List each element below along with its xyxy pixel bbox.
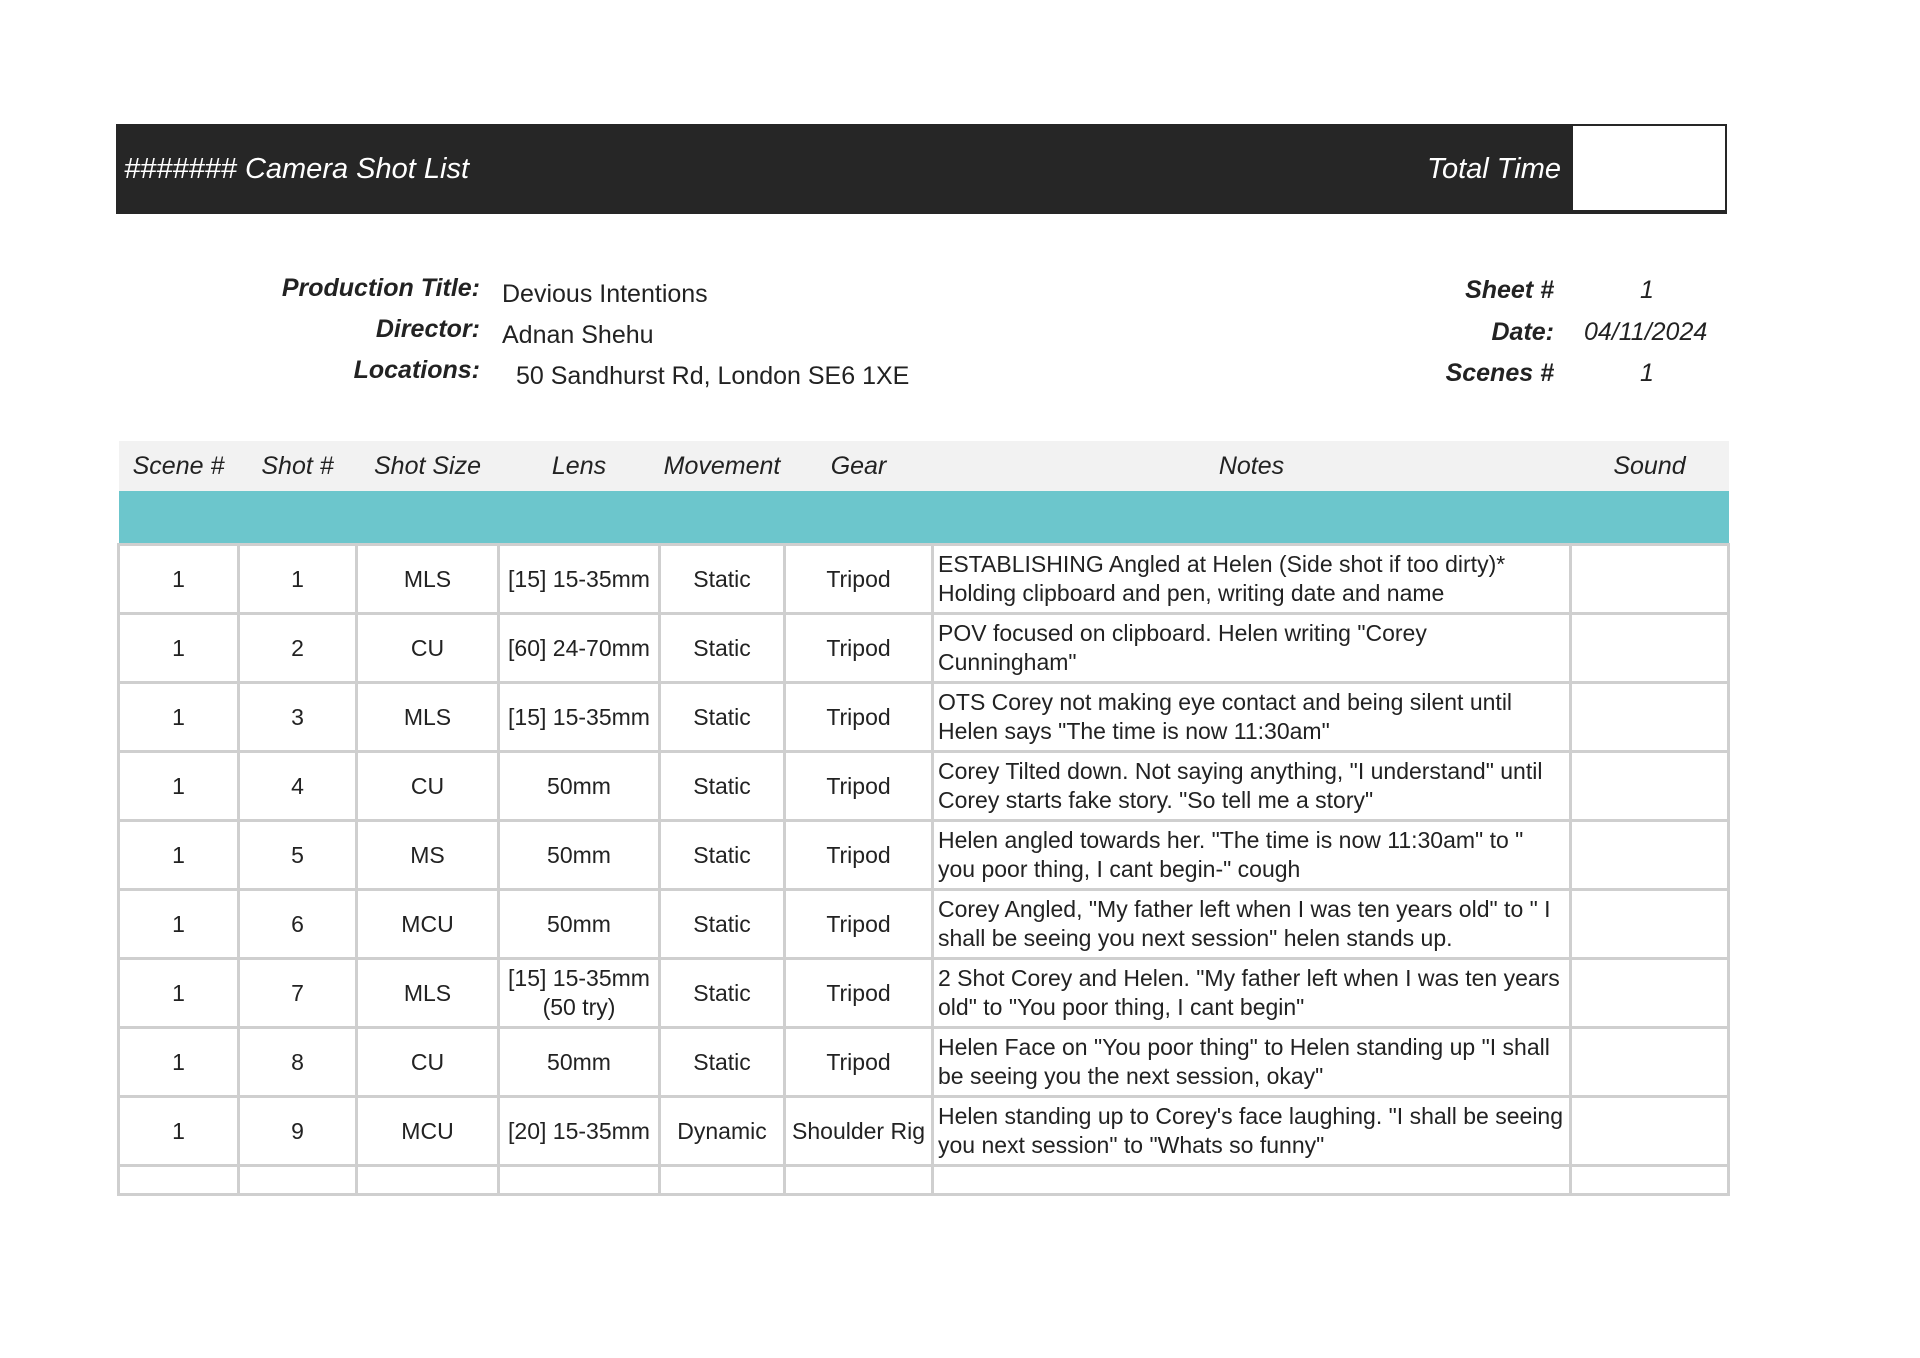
gear-cell[interactable]: Tripod bbox=[785, 683, 933, 752]
shot-size-cell[interactable]: CU bbox=[357, 1028, 499, 1097]
lens-cell[interactable]: [15] 15-35mm bbox=[499, 683, 660, 752]
scenes-value: 1 bbox=[1640, 359, 1654, 387]
gear-cell[interactable]: Tripod bbox=[785, 614, 933, 683]
shot-size-cell[interactable]: MCU bbox=[357, 890, 499, 959]
empty-cell[interactable] bbox=[785, 1166, 933, 1195]
scene-cell[interactable]: 1 bbox=[119, 1028, 239, 1097]
table-row bbox=[119, 959, 1729, 1028]
director-value: Adnan Shehu bbox=[502, 321, 654, 349]
gear-cell[interactable]: Tripod bbox=[785, 821, 933, 890]
total-time-label: Total Time bbox=[1426, 153, 1561, 185]
sheet-value: 1 bbox=[1640, 276, 1654, 304]
table-row bbox=[119, 1097, 1729, 1166]
empty-cell[interactable] bbox=[357, 1166, 499, 1195]
sound-cell[interactable] bbox=[1571, 1097, 1729, 1166]
shot-cell[interactable]: 4 bbox=[239, 752, 357, 821]
movement-cell[interactable]: Static bbox=[660, 821, 785, 890]
header-row bbox=[119, 441, 1729, 491]
lens-cell[interactable]: [15] 15-35mm (50 try) bbox=[499, 959, 660, 1028]
movement-cell[interactable]: Static bbox=[660, 614, 785, 683]
sound-cell[interactable] bbox=[1571, 1028, 1729, 1097]
scene-cell[interactable]: 1 bbox=[119, 752, 239, 821]
empty-cell[interactable] bbox=[499, 1166, 660, 1195]
col-notes: Notes bbox=[933, 441, 1571, 491]
col-scene: Scene # bbox=[119, 441, 239, 491]
table-row bbox=[119, 614, 1729, 683]
empty-cell[interactable] bbox=[119, 1166, 239, 1195]
empty-cell[interactable] bbox=[660, 1166, 785, 1195]
shot-cell[interactable]: 7 bbox=[239, 959, 357, 1028]
lens-cell[interactable]: [60] 24-70mm bbox=[499, 614, 660, 683]
shot-cell[interactable]: 9 bbox=[239, 1097, 357, 1166]
sound-cell[interactable] bbox=[1571, 821, 1729, 890]
shot-cell[interactable]: 1 bbox=[239, 545, 357, 614]
sound-cell[interactable] bbox=[1571, 545, 1729, 614]
date-value: 04/11/2024 bbox=[1584, 318, 1708, 346]
gear-cell[interactable]: Tripod bbox=[785, 890, 933, 959]
table-row bbox=[119, 545, 1729, 614]
notes-cell[interactable]: Helen angled towards her. "The time is now 11:30am" to " you poor thing, I cant begin-" cough bbox=[933, 821, 1571, 890]
shot-size-cell[interactable]: MLS bbox=[357, 683, 499, 752]
col-shot: Shot # bbox=[239, 441, 357, 491]
movement-cell[interactable]: Static bbox=[660, 545, 785, 614]
gear-cell[interactable]: Tripod bbox=[785, 545, 933, 614]
scene-cell[interactable]: 1 bbox=[119, 821, 239, 890]
scene-cell[interactable]: 1 bbox=[119, 959, 239, 1028]
empty-cell[interactable] bbox=[933, 1166, 1571, 1195]
notes-cell[interactable]: 2 Shot Corey and Helen. "My father left when I was ten years old" to "You poor thing, I cant begin" bbox=[933, 959, 1571, 1028]
movement-cell[interactable]: Static bbox=[660, 683, 785, 752]
lens-cell[interactable]: [15] 15-35mm bbox=[499, 545, 660, 614]
shot-size-cell[interactable]: CU bbox=[357, 752, 499, 821]
table-row bbox=[119, 821, 1729, 890]
sound-cell[interactable] bbox=[1571, 614, 1729, 683]
locations-value: 50 Sandhurst Rd, London SE6 1XE bbox=[516, 362, 910, 390]
empty-cell[interactable] bbox=[1571, 1166, 1729, 1195]
col-gear: Gear bbox=[785, 441, 933, 491]
scenes-label: Scenes # bbox=[1445, 359, 1554, 387]
lens-cell[interactable]: 50mm bbox=[499, 1028, 660, 1097]
lens-cell[interactable]: 50mm bbox=[499, 890, 660, 959]
shot-size-cell[interactable]: MCU bbox=[357, 1097, 499, 1166]
shot-size-cell[interactable]: MLS bbox=[357, 959, 499, 1028]
shot-cell[interactable]: 3 bbox=[239, 683, 357, 752]
notes-cell[interactable]: Helen Face on "You poor thing" to Helen standing up "I shall be seeing you the next session, okay" bbox=[933, 1028, 1571, 1097]
scene-cell[interactable]: 1 bbox=[119, 1097, 239, 1166]
shot-table bbox=[117, 441, 1730, 1196]
col-shot-size: Shot Size bbox=[357, 441, 499, 491]
lens-cell[interactable]: 50mm bbox=[499, 752, 660, 821]
table-row bbox=[119, 752, 1729, 821]
production-title-value: Devious Intentions bbox=[502, 280, 708, 308]
production-title-label: Production Title: bbox=[281, 274, 480, 302]
date-label: Date: bbox=[1491, 318, 1554, 346]
scene-cell[interactable]: 1 bbox=[119, 890, 239, 959]
shot-cell[interactable]: 6 bbox=[239, 890, 357, 959]
shot-size-cell[interactable]: MLS bbox=[357, 545, 499, 614]
table-row bbox=[119, 683, 1729, 752]
header-bar bbox=[116, 124, 1727, 214]
empty-row bbox=[119, 1166, 1729, 1195]
movement-cell[interactable]: Static bbox=[660, 890, 785, 959]
notes-cell[interactable]: Corey Tilted down. Not saying anything, "I understand" until Corey starts fake story. "So tell me a story" bbox=[933, 752, 1571, 821]
scene-cell[interactable]: 1 bbox=[119, 545, 239, 614]
table-row bbox=[119, 890, 1729, 959]
movement-cell[interactable]: Static bbox=[660, 752, 785, 821]
movement-cell[interactable]: Static bbox=[660, 1028, 785, 1097]
gear-cell[interactable]: Tripod bbox=[785, 752, 933, 821]
shot-size-cell[interactable]: CU bbox=[357, 614, 499, 683]
col-sound: Sound bbox=[1571, 441, 1729, 491]
col-movement: Movement bbox=[660, 441, 785, 491]
sound-cell[interactable] bbox=[1571, 890, 1729, 959]
col-lens: Lens bbox=[499, 441, 660, 491]
notes-cell[interactable]: OTS Corey not making eye contact and being silent until Helen says "The time is now 11:30am" bbox=[933, 683, 1571, 752]
shot-cell[interactable]: 5 bbox=[239, 821, 357, 890]
sound-cell[interactable] bbox=[1571, 752, 1729, 821]
scene-cell[interactable]: 1 bbox=[119, 614, 239, 683]
empty-cell[interactable] bbox=[239, 1166, 357, 1195]
movement-cell[interactable]: Static bbox=[660, 959, 785, 1028]
total-time-field[interactable] bbox=[1573, 126, 1725, 210]
notes-cell[interactable]: POV focused on clipboard. Helen writing "Corey Cunningham" bbox=[933, 614, 1571, 683]
notes-cell[interactable]: ESTABLISHING Angled at Helen (Side shot if too dirty)* Holding clipboard and pen, writing date and name bbox=[933, 545, 1571, 614]
gear-cell[interactable]: Tripod bbox=[785, 959, 933, 1028]
lens-cell[interactable]: [20] 15-35mm bbox=[499, 1097, 660, 1166]
sheet-label: Sheet # bbox=[1465, 276, 1554, 304]
sound-cell[interactable] bbox=[1571, 959, 1729, 1028]
lens-cell[interactable]: 50mm bbox=[499, 821, 660, 890]
section-band bbox=[119, 491, 1729, 545]
director-label: Director: bbox=[375, 315, 480, 343]
locations-label: Locations: bbox=[353, 356, 480, 384]
notes-cell[interactable]: Corey Angled, "My father left when I was ten years old" to " I shall be seeing you next session" helen stands up. bbox=[933, 890, 1571, 959]
shot-cell[interactable]: 8 bbox=[239, 1028, 357, 1097]
sheet-title: ####### Camera Shot List bbox=[124, 153, 469, 185]
sound-cell[interactable] bbox=[1571, 683, 1729, 752]
shot-size-cell[interactable]: MS bbox=[357, 821, 499, 890]
table-row bbox=[119, 1028, 1729, 1097]
gear-cell[interactable]: Tripod bbox=[785, 1028, 933, 1097]
shot-cell[interactable]: 2 bbox=[239, 614, 357, 683]
notes-cell[interactable]: Helen standing up to Corey's face laughing. "I shall be seeing you next session" to "Whats so funny" bbox=[933, 1097, 1571, 1166]
movement-cell[interactable]: Dynamic bbox=[660, 1097, 785, 1166]
gear-cell[interactable]: Shoulder Rig bbox=[785, 1097, 933, 1166]
scene-cell[interactable]: 1 bbox=[119, 683, 239, 752]
